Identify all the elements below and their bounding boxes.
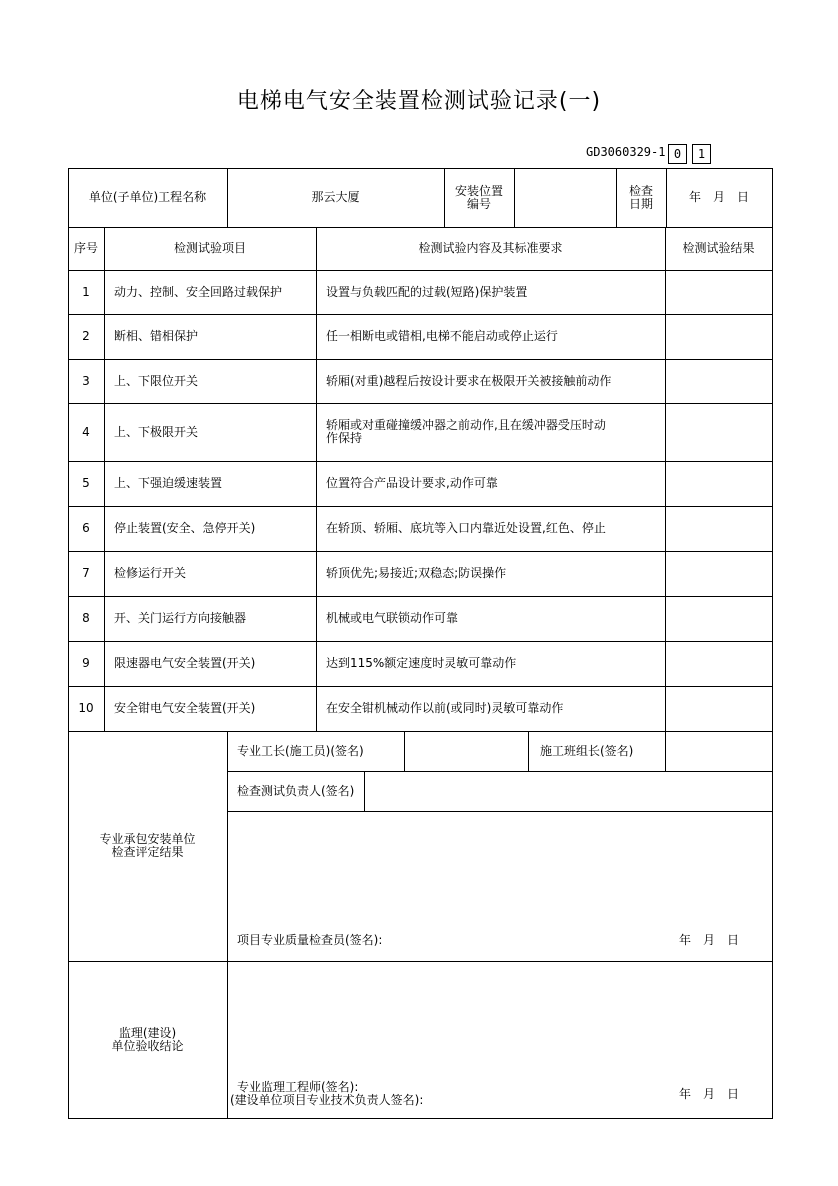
check-date-label-line2: 日期 (628, 196, 653, 211)
foreman-signature-field[interactable] (404, 731, 528, 771)
row-no: 4 (82, 424, 90, 439)
check-date-label (616, 168, 666, 227)
row-no: 5 (82, 476, 90, 490)
quality-inspector-signature-label: 项目专业质量检查员(签名): (237, 933, 383, 947)
document-title: 电梯电气安全装置检测试验记录(一) (236, 89, 602, 114)
check-date-label-line1: 检查 (628, 183, 653, 198)
row-standard: 任一相断电或错相,电梯不能启动或停止运行 (326, 329, 558, 343)
foreman-signature-label: 专业工长(施工员)(签名) (237, 743, 364, 758)
row-result[interactable] (665, 403, 772, 461)
install-location-label-line1: 安装位置 (454, 183, 503, 198)
contractor-date: 年 月 日 (679, 933, 740, 947)
row-standard: 在轿顶、轿厢、底坑等入口内靠近处设置,红色、停止 (326, 521, 606, 535)
row-standard-line1: 轿厢或对重碰撞缓冲器之前动作,且在缓冲器受压时动 (326, 418, 606, 432)
row-no: 7 (82, 566, 90, 580)
row-standard (316, 403, 665, 461)
row-result[interactable] (665, 506, 772, 551)
row-item: 动力、控制、安全回路过载保护 (114, 284, 283, 299)
row-standard: 轿厢(对重)越程后按设计要求在极限开关被接触前动作 (326, 373, 612, 388)
code-box-1: 0 (668, 144, 687, 164)
row-no: 1 (82, 284, 90, 299)
supervision-label-line2: 单位验收结论 (111, 1038, 184, 1053)
team-leader-signature-field[interactable] (665, 731, 772, 771)
row-no: 6 (82, 521, 90, 535)
project-name-value[interactable]: 那云大厦 (311, 190, 360, 204)
supervision-date: 年 月 日 (679, 1087, 740, 1101)
col-header-no: 序号 (73, 241, 98, 255)
tester-signature-field[interactable] (364, 771, 772, 811)
row-result[interactable] (665, 461, 772, 506)
row-no: 10 (78, 701, 94, 715)
install-location-label-line2: 编号 (466, 196, 491, 211)
row-result[interactable] (665, 551, 772, 596)
supervision-label-line1: 监理(建设) (118, 1025, 177, 1040)
check-date-value[interactable]: 年 月 日 (688, 190, 749, 204)
row-standard: 位置符合产品设计要求,动作可靠 (326, 476, 498, 490)
row-item: 上、下极限开关 (114, 424, 199, 439)
contractor-label-line1: 专业承包安装单位 (99, 832, 196, 846)
row-standard: 轿顶优先;易接近;双稳态;防误操作 (326, 566, 507, 580)
row-no: 8 (82, 611, 90, 625)
row-item: 检修运行开关 (114, 566, 187, 580)
row-no: 9 (82, 656, 90, 670)
row-item: 安全钳电气安全装置(开关) (114, 701, 256, 715)
row-result[interactable] (665, 270, 772, 314)
team-leader-signature-label: 施工班组长(签名) (540, 743, 634, 758)
row-item: 上、下强迫缓速装置 (114, 476, 223, 490)
contractor-section-label (68, 731, 227, 961)
row-result[interactable] (665, 641, 772, 686)
record-table (68, 168, 772, 1119)
install-location-label (444, 168, 514, 227)
owner-technical-lead-signature-label: (建设单位项目专业技术负责人签名): (230, 1093, 424, 1107)
row-item: 上、下限位开关 (114, 373, 199, 388)
code-box-2: 1 (692, 144, 711, 164)
row-result[interactable] (665, 686, 772, 731)
row-result[interactable] (665, 314, 772, 359)
contractor-label-line2: 检查评定结果 (111, 845, 184, 859)
col-header-result: 检测试验结果 (682, 241, 755, 255)
document-code: GD3060329-1 (586, 145, 666, 159)
project-name-label: 单位(子单位)工程名称 (88, 190, 207, 204)
row-item: 限速器电气安全装置(开关) (114, 656, 256, 670)
row-item: 断相、错相保护 (114, 329, 199, 343)
row-no: 2 (82, 329, 90, 343)
col-header-item: 检测试验项目 (173, 241, 246, 255)
supervision-section-label (68, 961, 227, 1118)
row-no: 3 (82, 373, 90, 388)
row-result[interactable] (665, 596, 772, 641)
row-standard-line2: 作保持 (326, 431, 363, 445)
row-standard: 设置与负载匹配的过载(短路)保护装置 (326, 284, 528, 299)
col-header-standard: 检测试验内容及其标准要求 (418, 241, 563, 255)
tester-signature-label: 检查测试负责人(签名) (237, 783, 355, 798)
row-item: 开、关门运行方向接触器 (114, 611, 247, 625)
row-standard: 在安全钳机械动作以前(或同时)灵敏可靠动作 (326, 701, 564, 715)
row-standard: 机械或电气联锁动作可靠 (326, 611, 459, 625)
supervising-engineer-signature-label: 专业监理工程师(签名): (237, 1080, 359, 1094)
row-standard: 达到115%额定速度时灵敏可靠动作 (326, 656, 517, 670)
install-location-value[interactable] (514, 168, 616, 227)
row-item: 停止装置(安全、急停开关) (114, 521, 256, 535)
row-result[interactable] (665, 359, 772, 403)
